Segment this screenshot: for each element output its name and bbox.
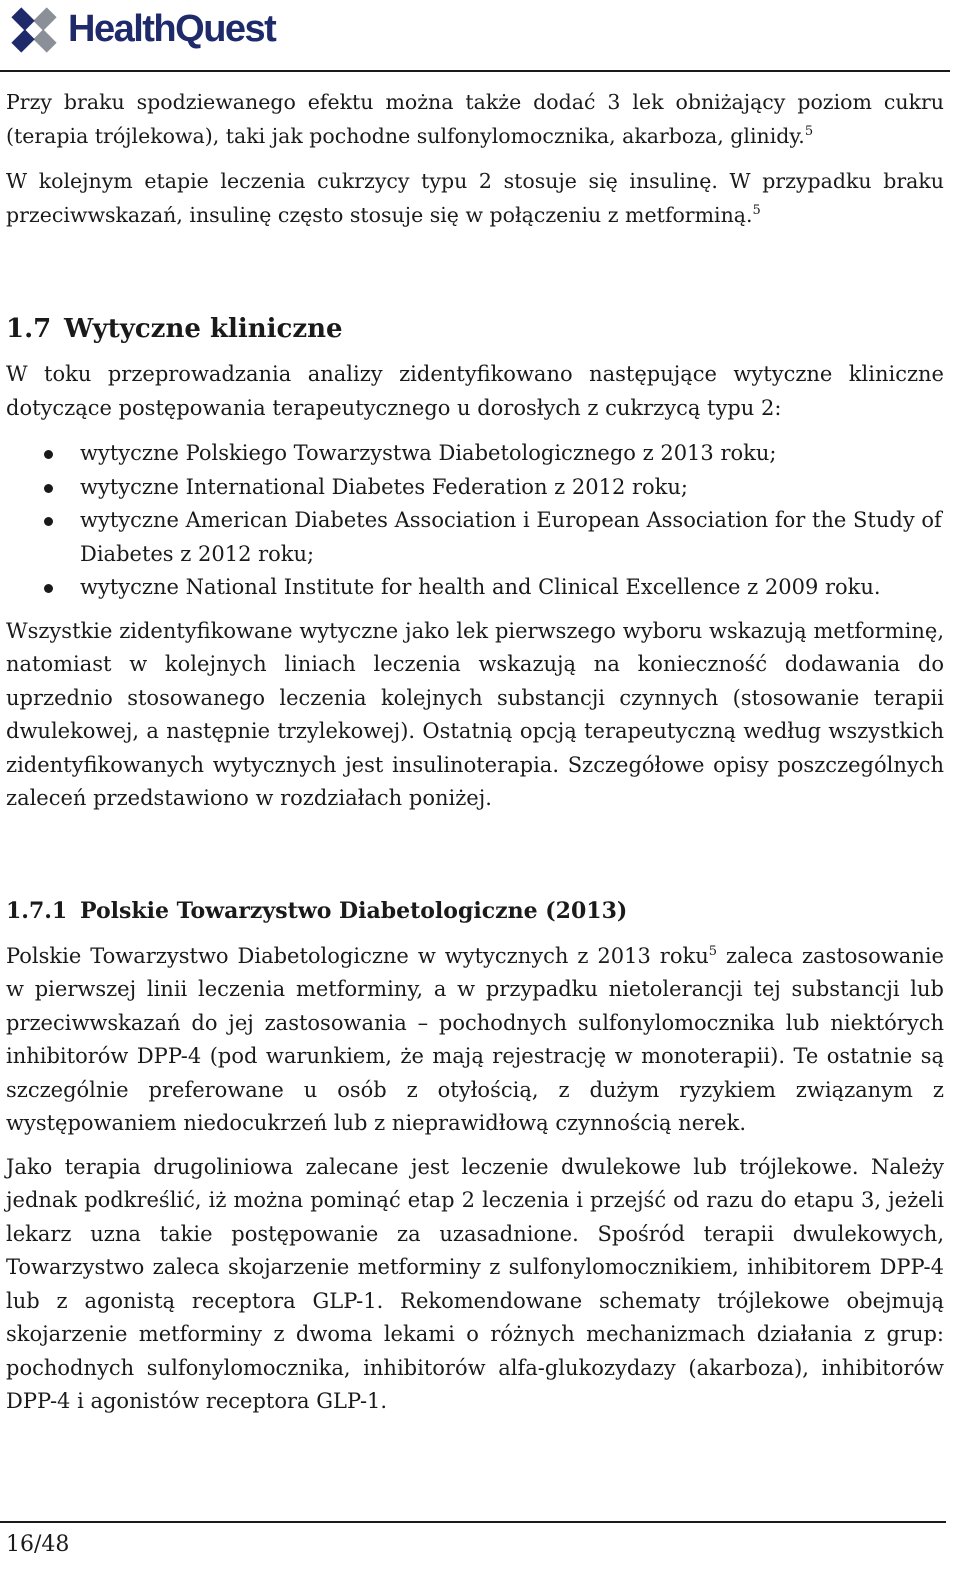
section-heading-1-7 bbox=[6, 312, 944, 346]
footer-divider bbox=[0, 1521, 946, 1523]
footnote-ref: 5 bbox=[752, 202, 761, 218]
bullet-icon bbox=[44, 584, 53, 593]
bullet-icon bbox=[44, 450, 53, 459]
footnote-ref: 5 bbox=[708, 943, 718, 959]
bullet-icon bbox=[44, 517, 53, 526]
document-body bbox=[6, 84, 944, 1419]
list-item: wytyczne National Institute for health and Clinical Excellence z 2009 roku. bbox=[6, 571, 944, 605]
intro-paragraph-1: Przy braku spodziewanego efektu można także dodać 3 lek obniżający poziom cukru (terapia trójlekowa), taki jak pochodne sulfonylomocznika, akarboza, glinidy.$^5$ bbox=[6, 90, 944, 148]
section-1-7-summary: Wszystkie zidentyfikowane wytyczne jako lek pierwszego wyboru wskazują metforminę, natomiast w kolejnych liniach leczenia wskazują na konieczność dodawania do uprzednio stosowanego leczenia kolejnych substancji czynnych (stosowanie terapii dwulekowej, a następnie trzylekowej). Ostatnią opcją terapeutyczną według wszystkich zidentyfikowanych wytycznych jest insulinoterapia. Szczegółowe opisy poszczególnych zaleceń przedstawiono w rozdziałach poniżej. bbox=[6, 618, 944, 810]
healthquest-logo bbox=[6, 4, 306, 56]
section-1-7-1-paragraph-1: Polskie Towarzystwo Diabetologiczne w wytycznych z 2013 roku$^5$ zaleca zastosowanie w pierwszej linii leczenia metforminy, a w przypadku nietolerancji tej substancji lub przeciwwskazań do jej zastosowania – pochodnych sulfonylomocznika lub niektórych inhibitorów DPP-4 (pod warunkiem, że mają rejestrację w monoterapii). Te ostatnie są szczególnie preferowane u osób z otyłością, z dużym ryzykiem związanym z występowaniem niedocukrzeń lub z nieprawidłową czynnością nerek. bbox=[6, 943, 944, 1135]
intro-paragraph-2: W kolejnym etapie leczenia cukrzycy typu 2 stosuje się insulinę. W przypadku braku przeciwwskazań, insulinę często stosuje się w połączeniu z metforminą.$^5$ bbox=[6, 169, 944, 227]
section-heading-1-7-1 bbox=[6, 896, 944, 926]
page-number: 16/48 bbox=[6, 1532, 70, 1557]
logo-wordmark: HealthQuest bbox=[68, 8, 276, 50]
header-divider bbox=[0, 70, 950, 72]
bullet-icon bbox=[44, 484, 53, 493]
section-number: 1.7.1 bbox=[6, 897, 68, 924]
list-item: wytyczne American Diabetes Association i European Association for the Study of Diabetes z 2012 roku; bbox=[6, 504, 944, 571]
section-1-7-1-paragraph-2: Jako terapia drugoliniowa zalecane jest leczenie dwulekowe lub trójlekowe. Należy jednak podkreślić, iż można pominąć etap 2 leczenia i przejść od razu do etapu 3, jeżeli lekarz uzna takie postępowanie za uzasadnione. Spośród terapii dwulekowych, Towarzystwo zaleca skojarzenie metforminy z sulfonylomocznikiem, inhibitorem DPP-4 lub z agonistą receptora GLP-1. Rekomendowane schematy trójlekowe obejmują skojarzenie metforminy z dwoma lekami o różnych mechanizmach działania z grup: pochodnych sulfonylomocznika, inhibitorów alfa-glukozydazy (akarboza), inhibitorów DPP-4 i agonistów receptora GLP-1. bbox=[6, 1154, 944, 1413]
section-title: Wytyczne kliniczne bbox=[64, 314, 343, 344]
section-title: Polskie Towarzystwo Diabetologiczne (2013) bbox=[80, 897, 628, 924]
cross-logo-icon bbox=[6, 4, 62, 56]
page-header bbox=[0, 0, 960, 74]
footnote-ref: 5 bbox=[804, 123, 814, 139]
list-item: wytyczne Polskiego Towarzystwa Diabetologicznego z 2013 roku; bbox=[6, 437, 944, 471]
list-item: wytyczne International Diabetes Federation z 2012 roku; bbox=[6, 471, 944, 505]
section-1-7-lead: W toku przeprowadzania analizy zidentyfikowano następujące wytyczne kliniczne dotyczące postępowania terapeutycznego u dorosłych z cukrzycą typu 2: bbox=[6, 362, 944, 420]
section-number: 1.7 bbox=[6, 314, 52, 344]
guidelines-list bbox=[6, 437, 944, 605]
